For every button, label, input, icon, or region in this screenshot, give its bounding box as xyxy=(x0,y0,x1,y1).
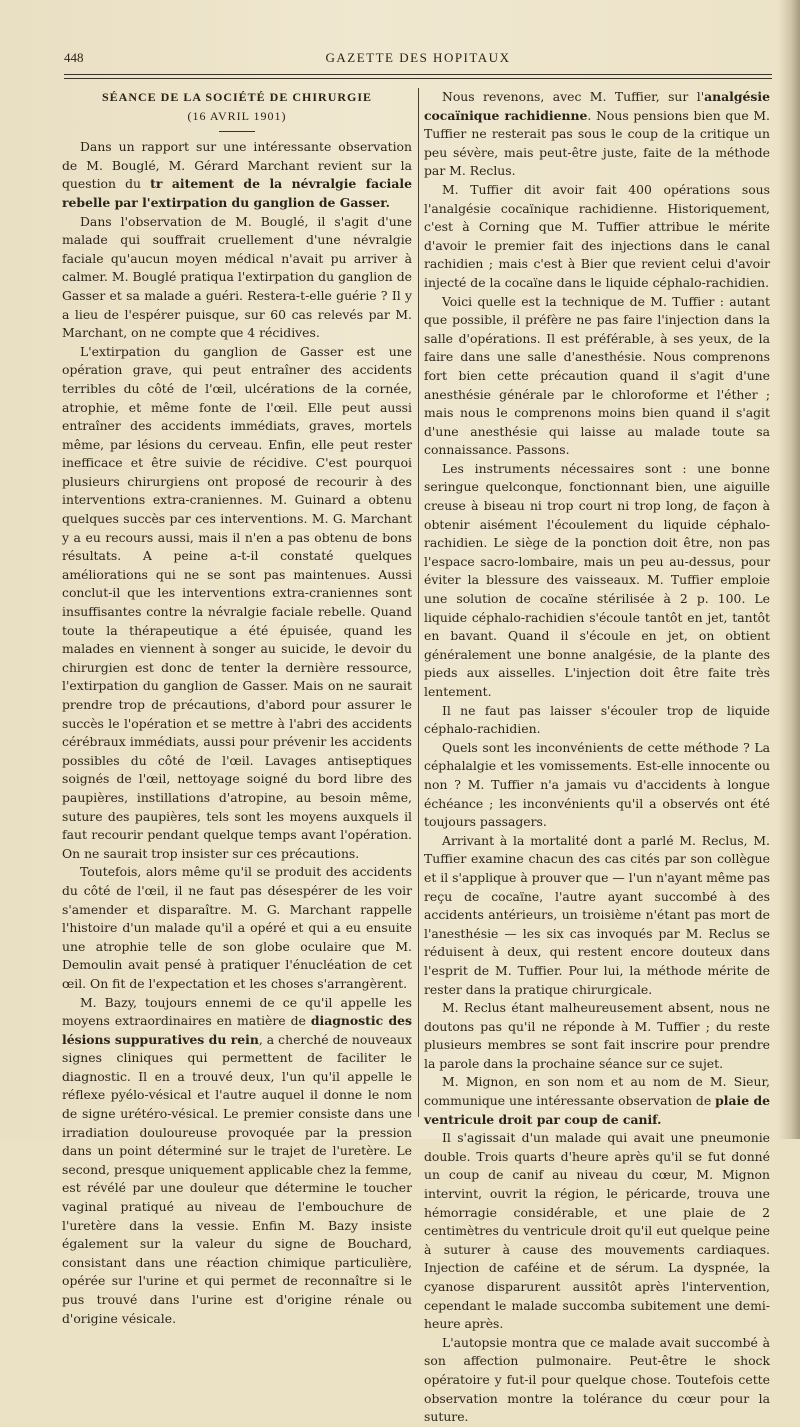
paragraph: L'autopsie montra que ce malade avait succombé à son affection pulmonaire. Peut-être le shock opératoire y fut-il pour quelque chose. Toutefois cette observation montre la tolérance du cœur pour la suture. xyxy=(424,1334,770,1425)
section-date: (16 AVRIL 1901) xyxy=(187,108,287,123)
paragraph: Toutefois, alors même qu'il se produit des accidents du côté de l'œil, il ne faut pas désespérer de les voir s'amender et disparaître. M. G. Marchant rappelle l'histoire d'un malade qu'il a opéré et qui a eu ensuite une atrophie telle de son globe oculaire que M. Demoulin avait pensé à pratiquer l'énucléation de cet œil. On fit de l'expectation et les choses s'arrangèrent. xyxy=(62,864,412,991)
page-header xyxy=(64,50,772,72)
paragraph: Les instruments nécessaires sont : une bonne seringue quelconque, fonctionnant bien, une aiguille creuse à biseau ni trop court ni trop long, de façon à obtenir aisément l'écoulement du liquide céphalo-rachidien. Le siège de la ponction doit être, non pas l'espace sacro-lombaire, mais un peu au-dessus, pour éviter la blessure des vaisseaux. M. Tuffier emploie une solution de cocaïne stérilisée à 2 p. 100. Le liquide céphalo-rachidien s'écoule tantôt en jet, tantôt en bavant. Quand il s'écoule en jet, on obtient généralement une bonne analgésie, de la plante des pieds aux aisselles. L'injection doit être faite très lentement. xyxy=(424,460,770,699)
page-number: 448 xyxy=(64,50,84,65)
page-spine-shadow xyxy=(778,0,800,1139)
running-title: GAZETTE DES HOPITAUX xyxy=(325,50,511,65)
left-column xyxy=(62,88,413,1326)
paragraph-text: M. Bazy, toujours ennemi de ce qu'il appelle les moyens extraordinaires en matière de xyxy=(62,994,412,1029)
paragraph: Dans l'observation de M. Bouglé, il s'agit d'une malade qui souffrait cruellement d'une névralgie faciale qu'aucun moyen médical n'avait pu arriver à calmer. M. Bouglé pratiqua l'extirpation du ganglion de Gasser et sa malade a guéri. Restera-t-elle guérie ? Il y a lieu de l'espérer puisque, sur 60 cas relevés par M. Marchant, on ne compte que 4 récidives. xyxy=(62,213,412,341)
header-rule-bottom xyxy=(64,78,772,79)
right-column xyxy=(424,88,770,1425)
section-separator xyxy=(219,131,255,132)
paragraph: Il ne faut pas laisser s'écouler trop de liquide céphalo-rachidien. xyxy=(424,702,770,737)
paragraph-text: M. Mignon, en son nom et au nom de M. Sieur, communique une intéressante observation de xyxy=(424,1074,770,1109)
paragraph-text: Nous revenons, avec M. Tuffier, sur l' xyxy=(442,89,705,104)
paragraph-bold-text: diagnostic des lésions suppuratives du rein xyxy=(62,1013,413,1047)
paragraph xyxy=(62,138,412,212)
paragraph xyxy=(424,88,770,181)
paragraph-bold-text: analgésie cocaïnique rachidienne xyxy=(424,89,770,123)
paragraph-text: . Nous pensions bien que M. Tuffier ne resterait pas sous le coup de la critique un peu sévère, mais peut-être juste, faite de la méthode par M. Reclus. xyxy=(424,107,770,179)
paragraph xyxy=(62,994,412,1329)
paragraph: Quels sont les inconvénients de cette méthode ? La céphalalgie et les vomissements. Est-elle innocente ou non ? M. Tuffier n'a jamais vu d'accidents à longue échéance ; les inconvénients qu'il a observés ont été toujours passagers. xyxy=(424,739,770,830)
column-divider xyxy=(418,88,419,1117)
header-rule-top xyxy=(64,74,772,75)
paragraph-bold-text: plaie de ventricule droit par coup de canif. xyxy=(424,1093,770,1127)
paragraph: Voici quelle est la technique de M. Tuffier : autant que possible, il préfère ne pas faire l'injection dans la salle d'opérations. Il est préférable, à ses yeux, de la faire dans une salle d'anesthésie. Nous comprenons fort bien cette précaution quand il s'agit d'une anesthésie générale par le chloroforme et l'éther ; mais nous le comprenons moins bien quand il s'agit d'une anesthésie qui laisse au malade toute sa connaissance. Passons. xyxy=(424,293,770,458)
section-title: SÉANCE DE LA SOCIÉTÉ DE CHIRURGIE xyxy=(101,90,373,104)
paragraph: M. Tuffier dit avoir fait 400 opérations sous l'analgésie cocaïnique rachidienne. Historiquement, c'est à Corning que M. Tuffier attribue le mérite d'avoir le premier fait des injections dans le canal rachidien ; mais c'est à Bier que revient celui d'avoir injecté de la cocaïne dans le liquide céphalo-rachidien. xyxy=(424,181,770,290)
paragraph-text: Dans un rapport sur une intéressante observation de M. Bouglé, M. Gérard Marchant revient sur la question du xyxy=(62,139,412,192)
paragraph-text: , a cherché de nouveaux signes cliniques qui permettent de faciliter le diagnostic. Il en a trouvé deux, l'un qu'il appelle le réflexe pyélo-vésical et l'autre auquel il donne le nom de signe urétéro-vésical. Le premier consiste dans une irradiation douloureuse provoquée par la pression dans un point déterminé sur le trajet de l'uretère. Le second, presque uniquement applicable chez la femme, est révélé par une douleur que détermine le toucher vaginal pratiqué au niveau de l'embouchure de l'uretère dans la vessie. Enfin M. Bazy insiste également sur la valeur du signe de Bouchard, consistant dans une réaction chimique particulière, opérée sur l'urine et qui permet de reconnaître si le pus trouvé dans l'urine est d'origine rénale ou d'origine vésicale. xyxy=(62,1031,412,1326)
paragraph xyxy=(424,1073,770,1129)
paragraph: Arrivant à la mortalité dont a parlé M. Reclus, M. Tuffier examine chacun des cas cités par son collègue et il s'applique à prouver que — l'un n'ayant même pas reçu de cocaïne, l'autre ayant succombé à des accidents antérieurs, un troisième n'étant pas mort de l'anesthésie — les six cas invoqués par M. Reclus se réduisent à deux, qui restent encore douteux dans l'esprit de M. Tuffier. Pour lui, la méthode mérite de rester dans la pratique chirurgicale. xyxy=(424,832,770,997)
paragraph-bold-text: tr aitement de la névralgie faciale rebelle par l'extirpation du ganglion de Gasser. xyxy=(62,176,412,210)
paragraph: Il s'agissait d'un malade qui avait une pneumonie double. Trois quarts d'heure après qu'il se fut donné un coup de canif au niveau du cœur, M. Mignon intervint, ouvrit la région, le péricarde, trouva une hémorragie considérable, et une plaie de 2 centimètres du ventricule droit qu'il eut quelque peine à suturer à cause des mouvements cardiaques. Injection de caféine et de sérum. La dyspnée, la cyanose disparurent aussitôt après l'intervention, cependant le malade succomba subitement une demi-heure après. xyxy=(424,1130,770,1332)
paragraph: M. Reclus étant malheureusement absent, nous ne doutons pas qu'il ne réponde à M. Tuffier ; du reste plusieurs membres se sont fait inscrire pour prendre la parole dans la prochaine séance sur ce sujet. xyxy=(424,1000,770,1071)
paragraph: L'extirpation du ganglion de Gasser est une opération grave, qui peut entraîner des accidents terribles du côté de l'œil, ulcérations de la cornée, atrophie, et même fonte de l'œil. Elle peut aussi entraîner des accidents immédiats, graves, mortels même, par lésions du cerveau. Enfin, elle peut rester inefficace et être suivie de récidive. C'est pourquoi plusieurs chirurgiens ont proposé de recourir à des interventions extra-craniennes. M. Guinard a obtenu quelques succès par ces interventions. M. G. Marchant y a eu recours aussi, mais il n'en a pas obtenu de bons résultats. A peine a-t-il constaté quelques améliorations qui ne se sont pas maintenues. Aussi conclut-il que les interventions extra-craniennes sont insuffisantes contre la névralgie faciale rebelle. Quand toute la thérapeutique a été épuisée, quand les malades en viennent à songer au suicide, le devoir du chirurgien est donc de tenter la dernière ressource, l'extirpation du ganglion de Gasser. Mais on ne saurait prendre trop de précautions, d'abord pour assurer le succès le l'opération et se mettre à l'abri des accidents cérébraux immédiats, aussi pour prévenir les accidents possibles du côté de l'œil. Lavages antiseptiques soignés de l'œil, nettoyage soigné du bord libre des paupières, instillations d'atropine, au besoin même, suture des paupières, tels sont les moyens auxquels il faut recourir pendant quelque temps avant l'opération. On ne saurait trop insister sur ces précautions. xyxy=(62,343,412,861)
